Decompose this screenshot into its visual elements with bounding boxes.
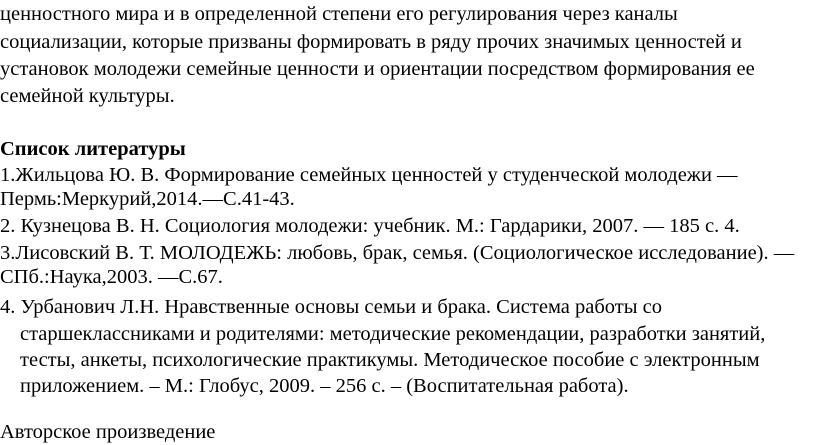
intro-line-4: семейной культуры. [0, 85, 175, 107]
reference-3-line-1: 3.Лисовский В. Т. МОЛОДЕЖЬ: любовь, брак, семья. (Социологическое исследование). — [0, 242, 795, 264]
reference-1-line-2: Пермь:Меркурий,2014.—С.41-43. [0, 188, 295, 210]
footer-text: Авторское произведение [0, 421, 216, 443]
reference-4-line-2: старшеклассниками и родителями: методические рекомендации, разработки занятий, [20, 323, 766, 345]
reference-3-line-2: СПб.:Наука,2003. —С.67. [0, 266, 223, 288]
intro-line-1: ценностного мира и в определенной степени его регулирования через каналы [0, 3, 678, 25]
references-heading: Список литературы [0, 138, 186, 160]
reference-1-line-1: 1.Жильцова Ю. В. Формирование семейных ценностей у студенческой молодежи — [0, 164, 738, 186]
intro-line-2: социализации, которые призваны формировать в ряду прочих значимых ценностей и [0, 31, 742, 53]
reference-4-line-1: 4. Урбанович Л.Н. Нравственные основы семьи и брака. Система работы со [0, 296, 662, 318]
reference-2-line-1: 2. Кузнецова В. Н. Социология молодежи: учебник. М.: Гардарики, 2007. — 185 с. 4. [0, 215, 740, 237]
intro-line-3: установок молодежи семейные ценности и ориентации посредством формирования ее [0, 58, 755, 80]
reference-4-line-3: тесты, анкеты, психологические практикумы. Методическое пособие с электронным [20, 349, 760, 371]
reference-4-line-4: приложением. – М.: Глобус, 2009. – 256 с. – (Воспитательная работа). [20, 375, 629, 397]
